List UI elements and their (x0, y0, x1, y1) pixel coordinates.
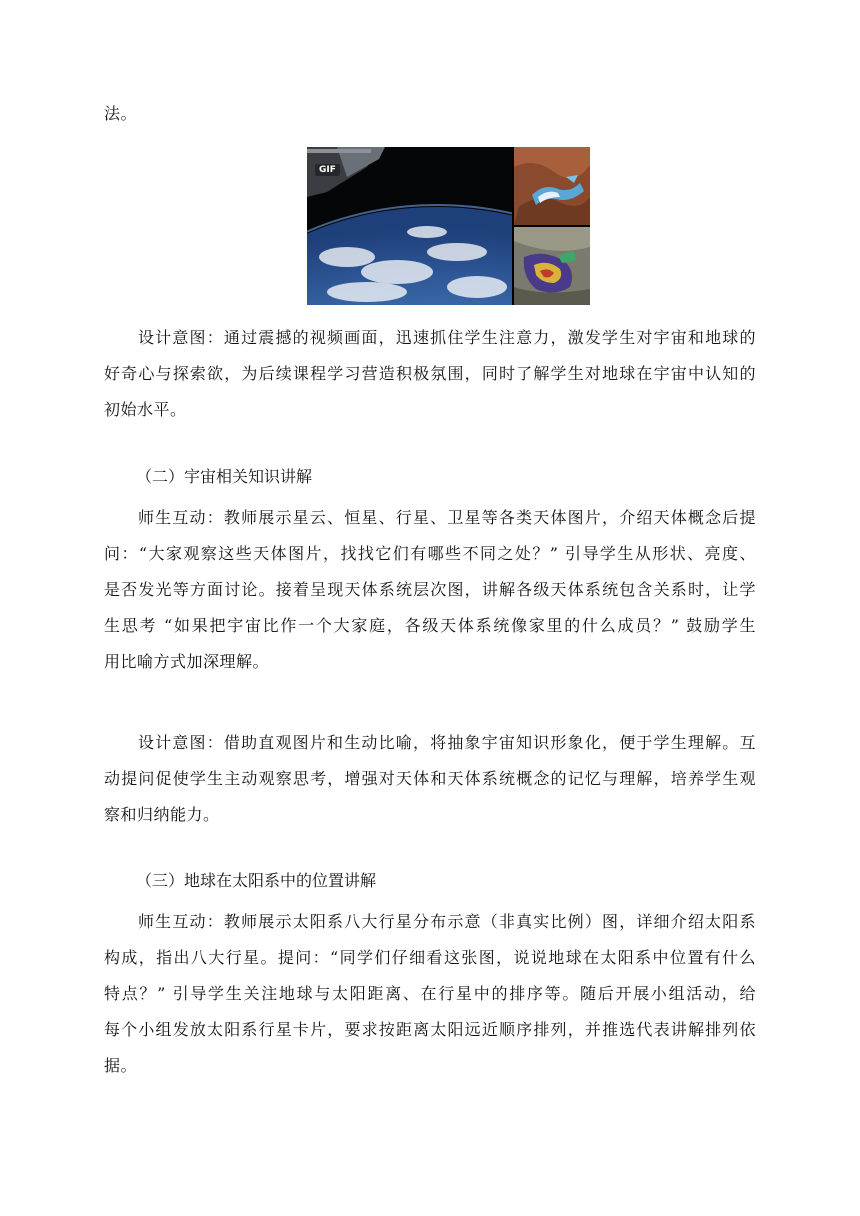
text-line: 每个小组发放太阳系行星卡片，要求按距离太阳远近顺序排列，并推选代表讲解排列依 (104, 1020, 756, 1039)
text-line: 用比喻方式加深理解。 (104, 652, 270, 671)
paragraph-interaction-2 (104, 904, 756, 1084)
text-line: 问：“大家观察这些天体图片，找找它们有哪些不同之处？” 引导学生从形状、亮度、 (104, 544, 756, 563)
section-heading-3: （三）地球在太阳系中的位置讲解 (136, 871, 377, 890)
text-line: 法。 (104, 104, 138, 123)
text-line: 特点？” 引导学生关注地球与太阳距离、在行星中的排序等。随后开展小组活动，给 (104, 984, 756, 1003)
text-line: 是否发光等方面讨论。接着呈现天体系统层次图，讲解各级天体系统包含关系时，让学 (104, 580, 756, 599)
text-line: 动提问促使学生主动观察思考，增强对天体和天体系统概念的记忆与理解，培养学生观 (104, 769, 756, 788)
satellite-image-bottom (514, 227, 590, 305)
earth-from-space-gif (307, 147, 590, 305)
top-fragment (104, 96, 756, 132)
text-line: 师生互动：教师展示星云、恒星、行星、卫星等各类天体图片，介绍天体概念后提 (138, 508, 756, 527)
text-line: 设计意图：借助直观图片和生动比喻，将抽象宇宙知识形象化，便于学生理解。互 (138, 733, 756, 752)
text-line: 据。 (104, 1056, 138, 1075)
text-line: 察和归纳能力。 (104, 805, 220, 824)
paragraph-design-intent-2 (104, 725, 756, 833)
text-line: 初始水平。 (104, 400, 187, 419)
section-heading-2: （二）宇宙相关知识讲解 (136, 467, 313, 486)
text-line: 师生互动：教师展示太阳系八大行星分布示意（非真实比例）图，详细介绍太阳系 (138, 912, 756, 931)
text-line: 构成，指出八大行星。提问：“同学们仔细看这张图，说说地球在太阳系中位置有什么 (104, 948, 756, 967)
gif-badge: GIF (315, 164, 340, 176)
text-line: 好奇心与探索欲，为后续课程学习营造积极氛围，同时了解学生对地球在宇宙中认知的 (104, 364, 756, 383)
satellite-image-top (514, 147, 590, 225)
paragraph-interaction-1 (104, 500, 756, 680)
paragraph-design-intent-1 (104, 320, 756, 428)
text-line: 设计意图：通过震撼的视频画面，迅速抓住学生注意力，激发学生对宇宙和地球的 (138, 328, 756, 347)
text-line: 生思考 “如果把宇宙比作一个大家庭，各级天体系统像家里的什么成员？” 鼓励学生 (104, 616, 756, 635)
